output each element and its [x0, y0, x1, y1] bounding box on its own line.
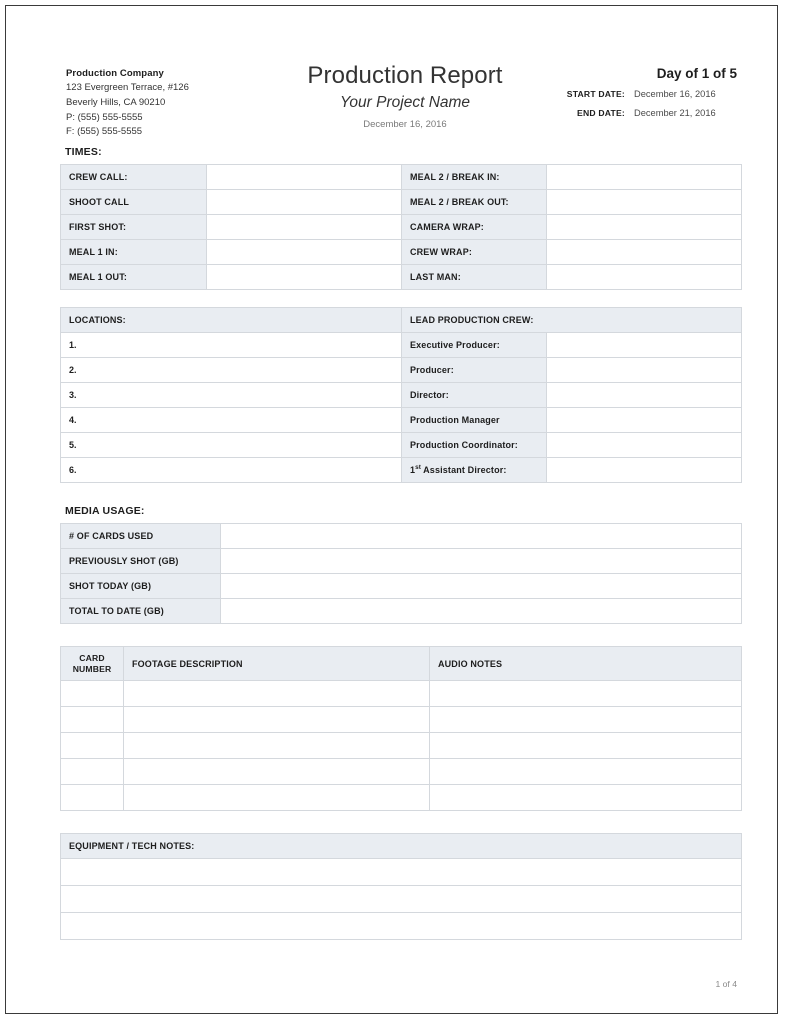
crew-role-ordinal-suffix: st — [415, 464, 421, 471]
document-page — [5, 5, 778, 1014]
media-usage-value[interactable] — [221, 599, 742, 624]
times-left-value[interactable] — [207, 215, 402, 240]
company-phone: P: (555) 555-5555 — [66, 111, 143, 123]
footage-card-number-cell[interactable] — [61, 785, 124, 811]
times-right-value[interactable] — [547, 165, 742, 190]
footage-audio-notes-cell[interactable] — [430, 785, 742, 811]
times-row — [61, 190, 742, 215]
media-usage-table — [60, 523, 742, 624]
location-entry[interactable]: 3. — [61, 383, 402, 408]
crew-name-value[interactable] — [547, 433, 742, 458]
footage-card-number-cell[interactable] — [61, 759, 124, 785]
location-entry[interactable]: 5. — [61, 433, 402, 458]
footage-description-cell[interactable] — [124, 759, 430, 785]
crew-role-label: Production Coordinator: — [402, 433, 547, 458]
times-left-value[interactable] — [207, 265, 402, 290]
times-left-value[interactable] — [207, 190, 402, 215]
times-heading: TIMES: — [65, 146, 102, 158]
footage-card-number-cell[interactable] — [61, 733, 124, 759]
day-of-label: Day of 1 of 5 — [656, 66, 737, 81]
times-left-label: MEAL 1 OUT: — [61, 265, 207, 290]
media-usage-value[interactable] — [221, 549, 742, 574]
equipment-notes-row — [61, 859, 742, 886]
locations-header-row — [61, 308, 742, 333]
footage-col-audio-notes: AUDIO NOTES — [430, 647, 742, 681]
crew-role-label: Producer: — [402, 358, 547, 383]
times-right-value[interactable] — [547, 240, 742, 265]
media-usage-label: TOTAL TO DATE (GB) — [61, 599, 221, 624]
times-right-label: LAST MAN: — [402, 265, 547, 290]
footage-col-description: FOOTAGE DESCRIPTION — [124, 647, 430, 681]
crew-role-label: Production Manager — [402, 408, 547, 433]
times-row — [61, 240, 742, 265]
times-row — [61, 215, 742, 240]
location-entry[interactable]: 4. — [61, 408, 402, 433]
footage-audio-notes-cell[interactable] — [430, 681, 742, 707]
locations-crew-table — [60, 307, 742, 483]
times-right-value[interactable] — [547, 190, 742, 215]
times-right-value[interactable] — [547, 215, 742, 240]
equipment-notes-row — [61, 913, 742, 940]
times-right-label: CREW WRAP: — [402, 240, 547, 265]
footage-col-card-number: CARD NUMBER — [61, 647, 124, 681]
crew-name-value[interactable] — [547, 408, 742, 433]
footage-table — [60, 646, 742, 811]
footage-row — [61, 681, 742, 707]
equipment-notes-cell[interactable] — [61, 913, 742, 940]
company-name: Production Company — [66, 68, 164, 79]
crew-name-value[interactable] — [547, 358, 742, 383]
start-date-label: START DATE: — [566, 89, 625, 99]
locations-crew-row — [61, 408, 742, 433]
crew-role-label: Executive Producer: — [402, 333, 547, 358]
start-date-value: December 16, 2016 — [634, 89, 716, 99]
company-address-line1: 123 Evergreen Terrace, #126 — [66, 82, 189, 93]
times-table — [60, 164, 742, 290]
crew-role-label — [402, 458, 547, 483]
times-left-label: CREW CALL: — [61, 165, 207, 190]
times-left-label: FIRST SHOT: — [61, 215, 207, 240]
end-date-label: END DATE: — [577, 108, 625, 118]
times-left-label: MEAL 1 IN: — [61, 240, 207, 265]
page-title: Production Report — [307, 62, 503, 89]
footage-audio-notes-cell[interactable] — [430, 707, 742, 733]
project-name: Your Project Name — [339, 94, 471, 111]
company-address-line2: Beverly Hills, CA 90210 — [66, 96, 166, 108]
times-left-value[interactable] — [207, 165, 402, 190]
crew-role-label: Director: — [402, 383, 547, 408]
times-right-label: CAMERA WRAP: — [402, 215, 547, 240]
media-usage-heading: MEDIA USAGE: — [65, 505, 145, 517]
equipment-notes-table — [60, 833, 742, 940]
media-usage-row — [61, 524, 742, 549]
day-meta-block — [477, 64, 737, 122]
footage-header-row — [61, 647, 742, 681]
footage-description-cell[interactable] — [124, 707, 430, 733]
end-date-row — [477, 105, 737, 122]
end-date-value: December 21, 2016 — [634, 108, 716, 118]
company-info-block — [66, 66, 281, 140]
location-entry[interactable]: 1. — [61, 333, 402, 358]
locations-crew-row — [61, 458, 742, 483]
locations-crew-row — [61, 433, 742, 458]
footage-card-number-cell[interactable] — [61, 681, 124, 707]
locations-crew-row — [61, 383, 742, 408]
location-entry[interactable]: 6. — [61, 458, 402, 483]
crew-header: LEAD PRODUCTION CREW: — [402, 308, 742, 333]
footage-card-number-cell[interactable] — [61, 707, 124, 733]
crew-role-rest: Assistant Director: — [420, 465, 507, 475]
locations-crew-row — [61, 333, 742, 358]
equipment-notes-row — [61, 886, 742, 913]
media-usage-row — [61, 549, 742, 574]
locations-header: LOCATIONS: — [61, 308, 402, 333]
footage-row — [61, 733, 742, 759]
footage-audio-notes-cell[interactable] — [430, 759, 742, 785]
crew-name-value[interactable] — [547, 383, 742, 408]
media-usage-row — [61, 574, 742, 599]
crew-name-value[interactable] — [547, 458, 742, 483]
times-right-label: MEAL 2 / BREAK IN: — [402, 165, 547, 190]
footage-description-cell[interactable] — [124, 681, 430, 707]
company-fax: F: (555) 555-5555 — [66, 126, 143, 138]
crew-name-value[interactable] — [547, 333, 742, 358]
media-usage-row — [61, 599, 742, 624]
report-header — [60, 6, 741, 146]
footage-description-cell[interactable] — [124, 733, 430, 759]
times-right-value[interactable] — [547, 265, 742, 290]
times-right-label: MEAL 2 / BREAK OUT: — [402, 190, 547, 215]
footage-audio-notes-cell[interactable] — [430, 733, 742, 759]
times-row — [61, 265, 742, 290]
report-sheet — [60, 6, 741, 940]
equipment-notes-cell[interactable] — [61, 859, 742, 886]
footage-row — [61, 759, 742, 785]
location-entry[interactable]: 2. — [61, 358, 402, 383]
report-date: December 16, 2016 — [363, 119, 447, 130]
times-row — [61, 165, 742, 190]
media-usage-label: PREVIOUSLY SHOT (GB) — [61, 549, 221, 574]
start-date-row — [477, 86, 737, 103]
equipment-heading: EQUIPMENT / TECH NOTES: — [61, 834, 742, 859]
times-left-label: SHOOT CALL — [61, 190, 207, 215]
crew-role-ordinal-number: 1 — [410, 465, 416, 475]
media-usage-value[interactable] — [221, 574, 742, 599]
equipment-header-row — [61, 834, 742, 859]
page-number-footer: 1 of 4 — [715, 979, 737, 989]
footage-row — [61, 785, 742, 811]
equipment-notes-cell[interactable] — [61, 886, 742, 913]
footage-row — [61, 707, 742, 733]
media-usage-label: SHOT TODAY (GB) — [61, 574, 221, 599]
locations-crew-row — [61, 358, 742, 383]
times-left-value[interactable] — [207, 240, 402, 265]
media-usage-label: # OF CARDS USED — [61, 524, 221, 549]
media-usage-value[interactable] — [221, 524, 742, 549]
footage-description-cell[interactable] — [124, 785, 430, 811]
